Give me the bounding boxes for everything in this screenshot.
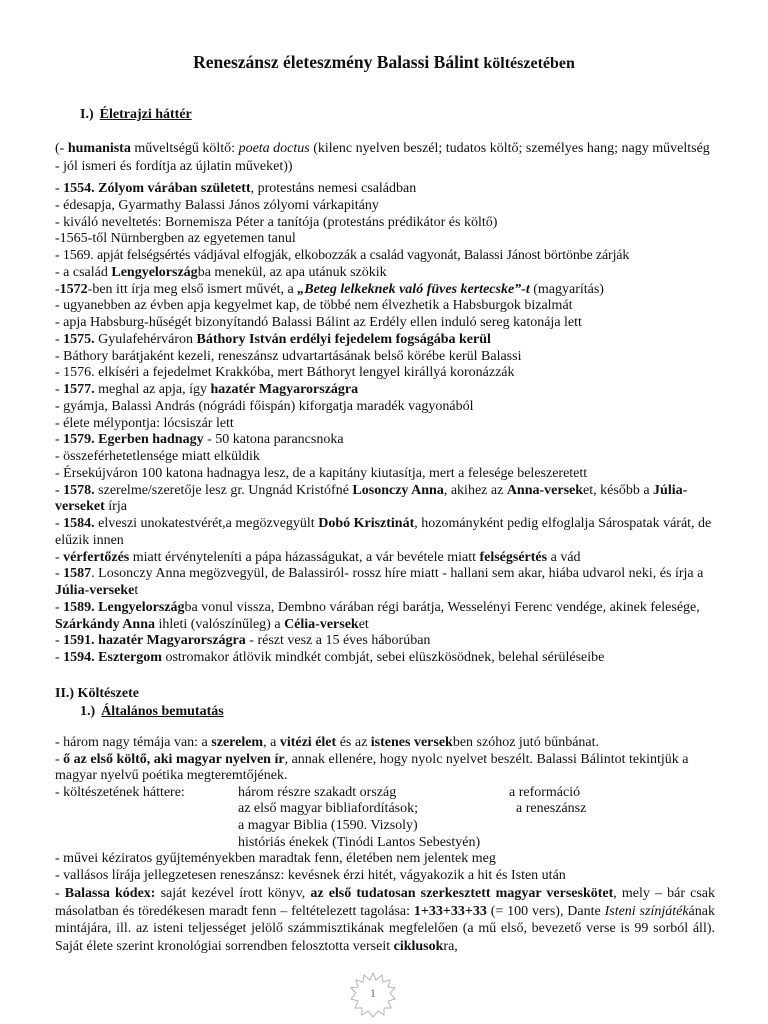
bio-bold: 1587	[63, 566, 92, 582]
bio-line	[55, 516, 715, 550]
background-item: históriás énekek (Tinódi Lantos Sebestyén)	[238, 834, 481, 850]
codex-text: (= 100 vers), Dante	[486, 903, 605, 919]
poetry-text: , a	[263, 735, 280, 750]
bio-bold: 1554. Zólyom várában született	[63, 181, 251, 196]
bio-text: a vád	[547, 549, 581, 565]
bio-text: meghal az apja, így	[94, 382, 211, 397]
bio-line	[55, 181, 715, 198]
bio-text: -	[55, 382, 64, 397]
bio-line: - 1576. elkíséri a fejedelmet Krakkóba, mert Báthoryt lengyel királlyá koronázzák	[55, 365, 515, 381]
background-label: - költészetének háttere:	[55, 784, 185, 800]
bio-text: írja	[104, 499, 127, 515]
bio-bold: 1577.	[63, 382, 95, 397]
subsection-label: Általános bemutatás	[101, 704, 224, 719]
bio-text: . Losonczy Anna megözvegyül, de Balassiról- rossz híre miatt - hallani sem akar, hiába udvarol neki, és írja a	[91, 566, 704, 582]
section-number: I.)	[80, 107, 94, 122]
codex-bold: Balassa kódex:	[64, 886, 156, 901]
bio-bold: 1594. Esztergom	[63, 650, 162, 665]
bio-text: ostromakor átlövik mindkét combját, sebei elüszkösödnek, belehal sérüléseibe	[161, 650, 605, 665]
bio-bold: felségsértés	[479, 549, 548, 565]
bio-bold: Júlia-verseket	[55, 482, 688, 515]
poetry-line: - vallásos lírája jellegzetesen reneszánsz: kevésnek érzi hitét, vágyakozik a hit és Isten után	[55, 867, 566, 883]
bio-bold: 1575.	[63, 331, 95, 347]
bio-text: szerelme/szeretője lesz gr. Ungnád Kristófné	[94, 482, 353, 498]
poetry-section	[55, 735, 715, 884]
intro-text: műveltségű költő:	[130, 141, 239, 156]
poetry-bold: ő az első költő, aki magyar nyelven ír	[63, 751, 285, 767]
poetry-bold: szerelem	[211, 735, 264, 750]
bio-bold-italic: „Beteg lelkeknek való füves kertecske”-t	[297, 281, 530, 297]
bio-line	[55, 483, 715, 517]
biography-list	[55, 181, 715, 667]
bio-bold: Báthory István erdélyi fejedelem fogságába kerül	[196, 331, 491, 347]
bio-bold: Anna-versek	[506, 482, 584, 498]
bio-text: miatt érvényteleníti a pápa házasságukat, a vár bevétele miatt	[129, 549, 480, 565]
bio-line: - 1569. apját felségsértés vádjával elfogják, elkobozzák a család vagyonát, Balassi Jánost börtönbe zárják	[55, 248, 630, 263]
bio-text: -	[55, 599, 64, 615]
poetry-bold: istenes versek	[370, 735, 453, 750]
bio-text: - 50 katona parancsnoka	[203, 432, 344, 448]
bio-bold: Célia-versek	[284, 616, 359, 632]
background-item: a reformáció	[509, 784, 581, 800]
bio-line: - apja Habsburg-hűségét bizonyítandó Balassi Bálint az Erdély ellen induló sereg katonája lett	[55, 315, 582, 330]
bio-bold: vérfertőzés	[63, 549, 130, 565]
background-row	[55, 818, 715, 835]
poetry-text: ben szóhoz jutó bűnbánat.	[452, 735, 600, 750]
document-title	[0, 52, 768, 73]
bio-bold: Lengyelország	[111, 264, 198, 280]
background-item: három részre szakadt ország	[238, 784, 397, 800]
bio-bold: Losonczy Anna	[352, 482, 444, 498]
bio-line	[55, 650, 715, 667]
bio-text: ihleti (valószínűleg) a	[154, 616, 285, 632]
codex-italic: Isteni színjáték	[604, 903, 689, 919]
title-main: Reneszánsz életeszmény Balassi Bálint	[193, 52, 480, 72]
codex-text: , mely – bár csak másolatban és töredékesen maradt fenn – feltételezett tagolása:	[55, 886, 715, 919]
subsection-heading	[80, 704, 224, 720]
poetry-line: - művei kéziratos gyűjteményekben maradtak fenn, életében nem jelentek meg	[55, 851, 496, 867]
bio-line: - összeférhetetlensége miatt elküldik	[55, 449, 260, 464]
bio-line	[55, 432, 715, 449]
bio-line: - édesapja, Gyarmathy Balassi János zólyomi várkapitány	[55, 197, 379, 213]
bio-bold: Szárkándy Anna	[55, 616, 155, 632]
bio-bold: hazatér Magyarországra	[210, 382, 359, 397]
codex-text: saját kezével írott könyv,	[155, 886, 311, 901]
bio-bold: 1589. Lengyelország	[63, 599, 185, 615]
background-row	[55, 835, 715, 852]
bio-line: - ugyanebben az évben apja kegyelmet kap, de többé nem élvezhetik a Habsburgok bizalmát	[55, 298, 573, 314]
bio-text: Gyulafehérváron	[94, 331, 197, 347]
codex-text: -	[55, 886, 65, 901]
background-row	[55, 801, 715, 818]
codex-bold: az első tudatosan szerkesztett magyar verseskötet	[310, 886, 614, 901]
page-number-badge	[350, 972, 396, 1018]
poetry-line	[55, 752, 715, 785]
bio-text: t	[134, 583, 139, 598]
bio-text: -	[55, 432, 64, 448]
background-row	[55, 785, 715, 802]
bio-text: ba menekül, az apa utánuk szökik	[197, 264, 387, 280]
poetry-line	[55, 735, 715, 752]
bio-text: -ben itt írja meg első ismert művét, a	[87, 281, 298, 297]
bio-text: , protestáns nemesi családban	[250, 181, 417, 196]
bio-text: -	[55, 549, 64, 565]
intro-italic: poeta doctus	[238, 141, 310, 156]
bio-text: ba vonul vissza, Dembno várában régi barátja, Wesselényi Ferenc vendége, akinek felesége,	[184, 599, 700, 615]
section-heading-1	[80, 107, 192, 123]
background-item: a reneszánsz	[516, 801, 587, 817]
bio-text: -	[55, 633, 64, 649]
bio-text: -	[55, 650, 64, 665]
bio-text: -	[55, 281, 60, 297]
subsection-number: 1.)	[80, 704, 96, 719]
bio-text: -	[55, 331, 64, 347]
bio-line	[55, 265, 715, 282]
bio-line: - gyámja, Balassi András (nógrádi főispán) kiforgatja maradék vagyonából	[55, 398, 474, 414]
bio-bold: Júlia-verseke	[55, 583, 135, 598]
bio-line	[55, 600, 715, 634]
codex-bold: 1+33+33+33	[413, 903, 487, 919]
bio-text: , akihez az	[443, 482, 507, 498]
bio-text: , hozományként pedig elfoglalja Sárospatak várát, de elűzik innen	[55, 516, 712, 548]
bio-text: elveszi unokatestvérét,a megözvegyült	[94, 516, 319, 531]
bio-text: - a család	[55, 264, 112, 280]
page-number: 1	[370, 986, 376, 1000]
bio-line: - kiváló neveltetés: Bornemisza Péter a tanítója (protestáns prédikátor és költő)	[55, 214, 498, 230]
intro-paragraph	[55, 140, 715, 176]
bio-line	[55, 550, 715, 567]
bio-line	[55, 282, 715, 299]
bio-text: - részt vesz a 15 éves háborúban	[245, 633, 431, 649]
section-label: Életrajzi háttér	[99, 107, 192, 122]
bio-text: et	[358, 616, 369, 632]
bio-text: -	[55, 181, 64, 196]
bio-text: (magyarítás)	[529, 281, 604, 297]
bio-text: -	[55, 566, 64, 582]
poetry-text: , annak ellenére, hogy nyolc nyelvet beszélt. Balassi Bálintot tekintjük a magyar nyelvű poétika megteremtőjének.	[55, 751, 689, 784]
bio-line: - Báthory barátjaként kezeli, reneszánsz udvartartásának belső körébe kerül Balassi	[55, 348, 522, 364]
codex-bold: ciklusok	[393, 938, 444, 954]
poetry-text: -	[55, 751, 64, 767]
bio-bold: 1591. hazatér Magyarországra	[63, 633, 246, 649]
bio-line: - Érsekújváron 100 katona hadnagya lesz, de a kapitány kiutasítja, mert a felesége beleszeretett	[55, 465, 588, 481]
bio-line: -1565-től Nürnbergben az egyetemen tanul	[55, 231, 296, 247]
background-item: a magyar Biblia (1590. Vizsoly)	[238, 817, 418, 833]
bio-bold: Dobó Krisztinát	[318, 516, 415, 531]
bio-bold: 1579. Egerben hadnagy	[63, 432, 204, 448]
bio-line	[55, 566, 715, 600]
intro-bold: humanista	[67, 141, 131, 156]
bio-line	[55, 332, 715, 349]
bio-bold: 1572	[59, 281, 88, 297]
balassa-codex-paragraph	[55, 885, 715, 955]
title-rest: költészetében	[479, 55, 575, 72]
background-item: az első magyar bibliafordítások;	[238, 801, 418, 817]
intro-text: (kilenc nyelven beszél; tudatos költő; személyes hang; nagy műveltség - jól ismeri és fordítja az újlatin műveket))	[55, 141, 710, 174]
bio-text: et, később a	[583, 482, 654, 498]
poetry-text: és az	[336, 735, 371, 750]
section-heading-2: II.) Költészete	[55, 686, 139, 701]
bio-line	[55, 633, 715, 650]
bio-line	[55, 382, 715, 399]
bio-text: -	[55, 482, 64, 498]
bio-line: - élete mélypontja: lócsiszár lett	[55, 415, 234, 431]
bio-text: -	[55, 516, 64, 531]
bio-bold: 1584.	[63, 516, 95, 531]
poetry-bold: vitézi élet	[279, 735, 337, 750]
poetry-text: - három nagy témája van: a	[55, 735, 212, 750]
bio-bold: 1578.	[63, 482, 95, 498]
codex-text: ra,	[443, 938, 458, 954]
intro-text: (-	[55, 141, 68, 156]
codex-text: ának mintájára, ill. az isteni teljességet jelölő számmisztikának megfelelően (a mű első, bevezető verse is 99 sorból áll). Saját élete szerint kronológiai sorrendben felosztotta verseit	[55, 903, 715, 954]
